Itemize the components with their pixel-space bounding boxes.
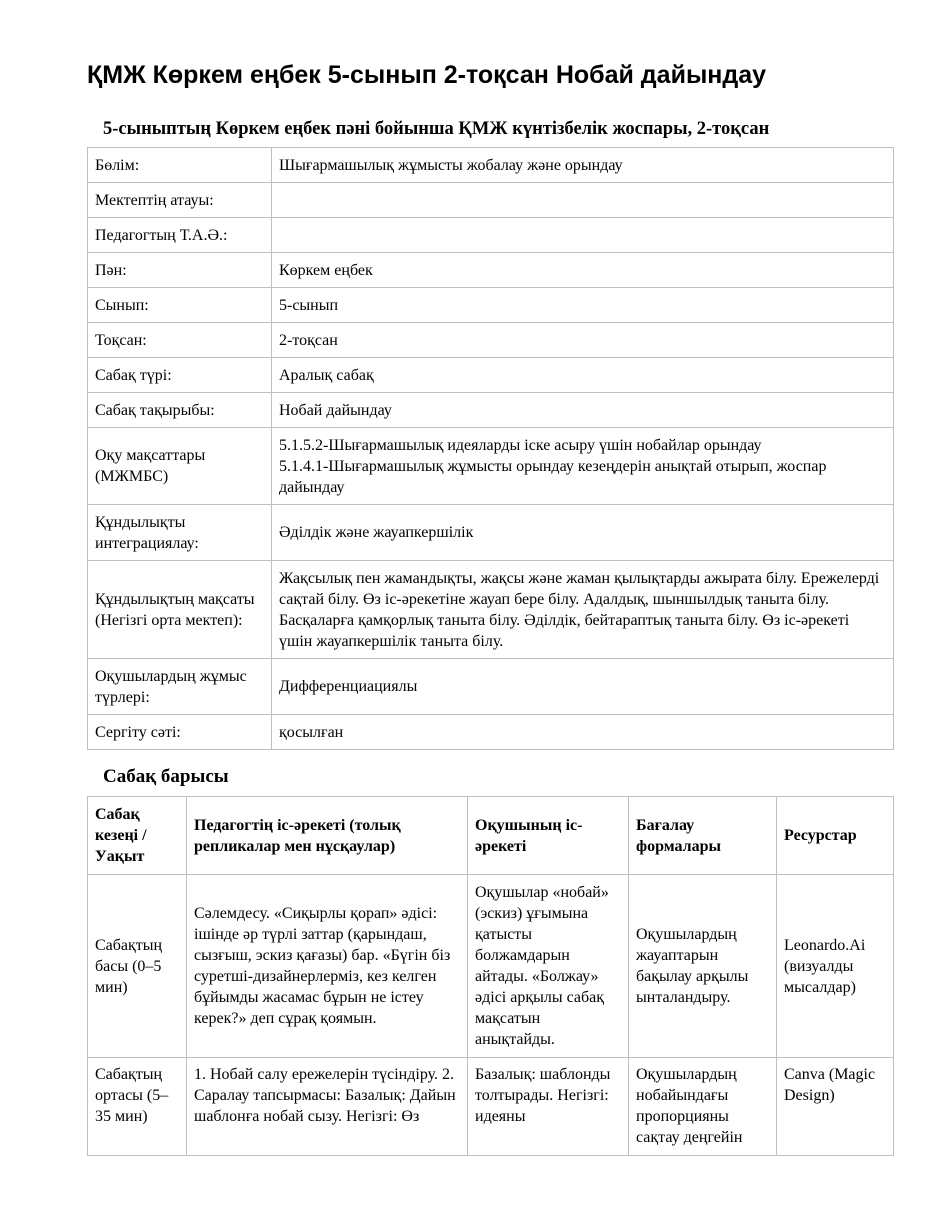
info-value: Көркем еңбек [272, 253, 894, 288]
student-cell: Базалық: шаблонды толтырады. Негізгі: идеяны [468, 1058, 629, 1156]
info-value: Нобай дайындау [272, 393, 894, 428]
table-row [88, 428, 894, 505]
info-label: Тоқсан: [88, 323, 272, 358]
info-value: 2-тоқсан [272, 323, 894, 358]
info-value: 5.1.5.2-Шығармашылық идеяларды іске асыру үшін нобайлар орындау 5.1.4.1-Шығармашылық жұмысты орындау кезеңдерін анықтай отырып, жоспар дайындау [272, 428, 894, 505]
info-label: Сабақ түрі: [88, 358, 272, 393]
student-cell: Оқушылар «нобай» (эскиз) ұғымына қатысты болжамдарын айтады. «Болжау» әдісі арқылы сабақ мақсатын анықтайды. [468, 875, 629, 1058]
info-value: Аралық сабақ [272, 358, 894, 393]
table-row [88, 183, 894, 218]
info-label: Құндылықты интеграциялау: [88, 505, 272, 561]
table-row [88, 323, 894, 358]
document-title: ҚМЖ Көркем еңбек 5-сынып 2-тоқсан Нобай дайындау [87, 61, 767, 89]
table-row [88, 505, 894, 561]
info-value [272, 183, 894, 218]
info-value [272, 218, 894, 253]
table-header-row [88, 797, 894, 875]
stage-cell: Сабақтың басы (0–5 мин) [88, 875, 187, 1058]
table-row [88, 148, 894, 183]
info-label: Сынып: [88, 288, 272, 323]
plan-title: 5-сыныптың Көркем еңбек пәні бойынша ҚМЖ күнтізбелік жоспары, 2-тоқсан [103, 119, 770, 139]
info-label: Сергіту сәті: [88, 715, 272, 750]
table-row [88, 253, 894, 288]
table-row [88, 358, 894, 393]
column-header-resources: Ресурстар [777, 797, 894, 875]
table-row [88, 659, 894, 715]
info-label: Бөлім: [88, 148, 272, 183]
table-row [88, 288, 894, 323]
resources-cell: Canva (Magic Design) [777, 1058, 894, 1156]
info-value: 5-сынып [272, 288, 894, 323]
section-title: Сабақ барысы [103, 766, 229, 787]
lesson-flow-table [87, 796, 894, 1156]
info-label: Оқу мақсаттары (МЖМБС) [88, 428, 272, 505]
info-label: Пән: [88, 253, 272, 288]
resources-cell: Leonardo.Ai (визуалды мысалдар) [777, 875, 894, 1058]
column-header-teacher: Педагогтің іс-әрекеті (толық репликалар мен нұсқаулар) [187, 797, 468, 875]
table-row [88, 1058, 894, 1156]
assessment-cell: Оқушылардың жауаптарын бақылау арқылы ынталандыру. [629, 875, 777, 1058]
column-header-stage: Сабақ кезеңі / Уақыт [88, 797, 187, 875]
column-header-student: Оқушының іс-әрекеті [468, 797, 629, 875]
info-value: Жақсылық пен жамандықты, жақсы және жаман қылықтарды ажырата білу. Ережелерді сақтай білу. Өз іс-әрекетіне жауап бере білу. Адалдық, шыншылдық таныта білу. Басқаларға қамқорлық таныта білу. Әділдік, бейтараптық таныта білу. Өз іс-әрекеті үшін жауапкершілік таныта білу. [272, 561, 894, 659]
info-value: Дифференциациялы [272, 659, 894, 715]
teacher-cell: Сәлемдесу. «Сиқырлы қорап» әдісі: ішінде әр түрлі заттар (қарындаш, сызғыш, эскиз қағазы) бар. «Бүгін біз суретші-дизайнерлерміз, кез келген бұйымды жасамас бұрын не істеу керек?» деп сұрақ қоямын. [187, 875, 468, 1058]
table-row [88, 715, 894, 750]
stage-cell: Сабақтың ортасы (5–35 мин) [88, 1058, 187, 1156]
table-row [88, 561, 894, 659]
table-row [88, 393, 894, 428]
info-value: Шығармашылық жұмысты жобалау және орындау [272, 148, 894, 183]
info-label: Педагогтың Т.А.Ә.: [88, 218, 272, 253]
table-row [88, 875, 894, 1058]
table-row [88, 218, 894, 253]
assessment-cell: Оқушылардың нобайындағы пропорцияны сақтау деңгейін [629, 1058, 777, 1156]
column-header-assessment: Бағалау формалары [629, 797, 777, 875]
info-value: қосылған [272, 715, 894, 750]
info-value: Әділдік және жауапкершілік [272, 505, 894, 561]
teacher-cell: 1. Нобай салу ережелерін түсіндіру. 2. Саралау тапсырмасы: Базалық: Дайын шаблонға нобай сызу. Негізгі: Өз [187, 1058, 468, 1156]
info-label: Құндылықтың мақсаты (Негізгі орта мектеп): [88, 561, 272, 659]
lesson-info-table [87, 147, 894, 750]
info-label: Сабақ тақырыбы: [88, 393, 272, 428]
info-label: Оқушылардың жұмыс түрлері: [88, 659, 272, 715]
info-label: Мектептің атауы: [88, 183, 272, 218]
